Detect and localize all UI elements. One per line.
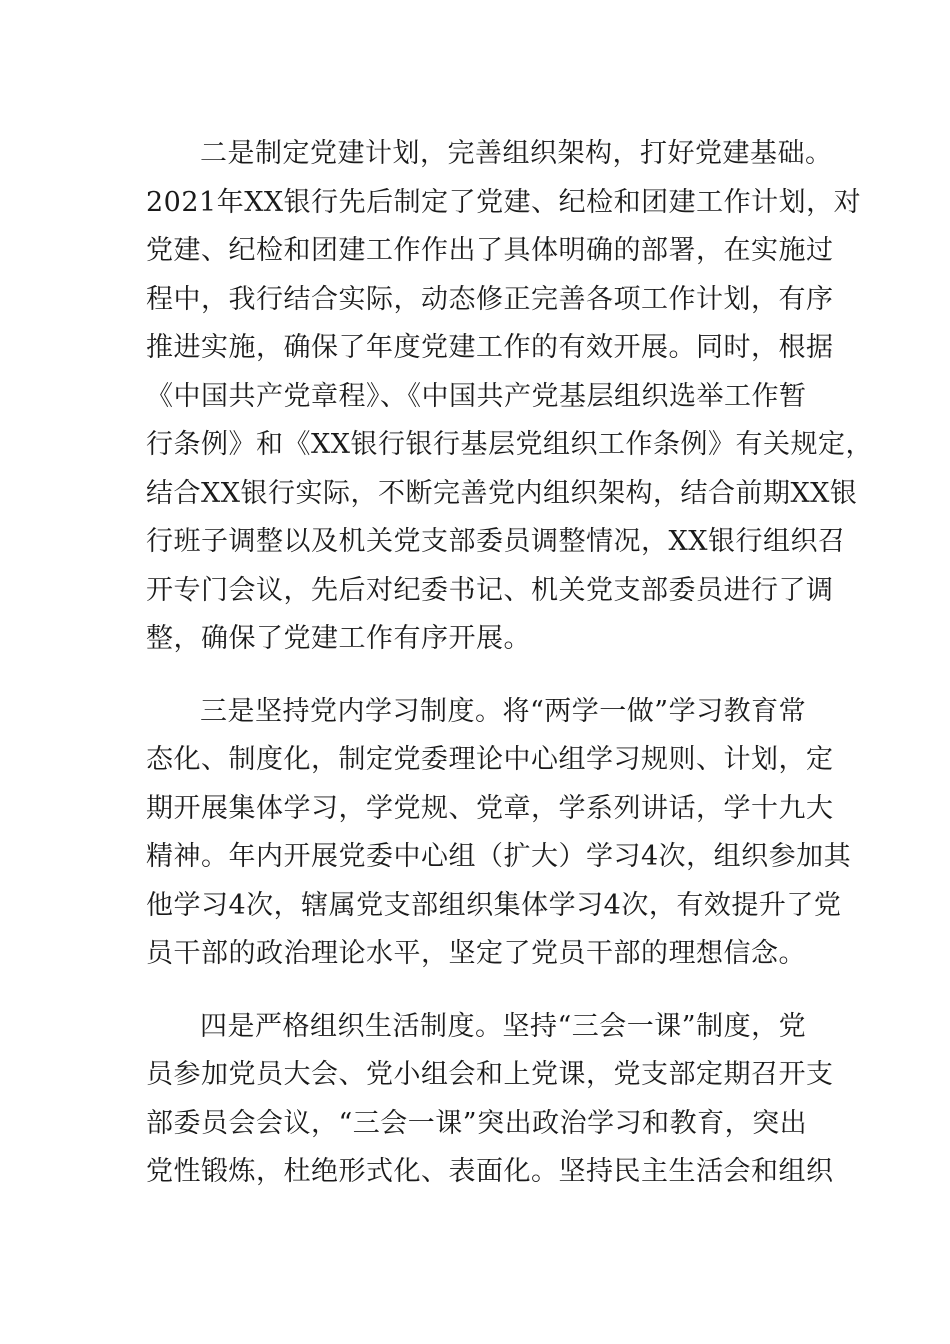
text-line: 三是坚持党内学习制度。将“两学一做”学习教育常 [200,695,807,727]
text-line: 程中，我行结合实际，动态修正完善各项工作计划，有序 [146,283,834,315]
text-line: 四是严格组织生活制度。坚持“三会一课”制度，党 [200,1010,807,1042]
text-line: 员参加党员大会、党小组会和上党课，党支部定期召开支 [146,1059,834,1090]
paragraph-study-system [146,688,852,979]
text-line: 开专门会议，先后对纪委书记、机关党支部委员进行了调 [146,574,834,606]
paragraph-organizational-life [146,1003,834,1197]
text-line: 员干部的政治理论水平，坚定了党员干部的理想信念。 [146,938,806,969]
text-line: 整，确保了党建工作有序开展。 [146,623,531,654]
text-line: 期开展集体学习，学党规、党章，学系列讲话，学十九大 [146,792,834,824]
text-line: 二是制定党建计划，完善组织架构，打好党建基础。 [200,138,833,169]
text-line: 党性锻炼，杜绝形式化、表面化。坚持民主生活会和组织 [146,1156,834,1187]
text-line: 他学习4次，辖属党支部组织集体学习4次，有效提升了党 [146,889,842,921]
text-line: 部委员会会议，“三会一课”突出政治学习和教育，突出 [146,1107,808,1139]
text-line: 2021年XX银行先后制定了党建、纪检和团建工作计划，对 [146,186,862,218]
document-body [146,130,873,1221]
text-line: 行班子调整以及机关党支部委员调整情况，XX银行组织召 [146,526,846,557]
text-line: 结合XX银行实际，不断完善党内组织架构，结合前期XX银 [146,477,858,509]
paragraph-party-building-plan [146,130,873,664]
text-line: 《中国共产党章程》、《中国共产党基层组织选举工作暂 [146,380,807,412]
text-line: 精神。年内开展党委中心组（扩大）学习4次，组织参加其 [146,841,852,872]
text-line: 党建、纪检和团建工作作出了具体明确的部署，在实施过 [146,235,834,266]
text-line: 态化、制度化，制定党委理论中心组学习规则、计划，定 [146,744,834,775]
text-line: 行条例》和《XX银行银行基层党组织工作条例》有关规定， [146,429,873,460]
text-line: 推进实施，确保了年度党建工作的有效开展。同时，根据 [146,332,834,363]
